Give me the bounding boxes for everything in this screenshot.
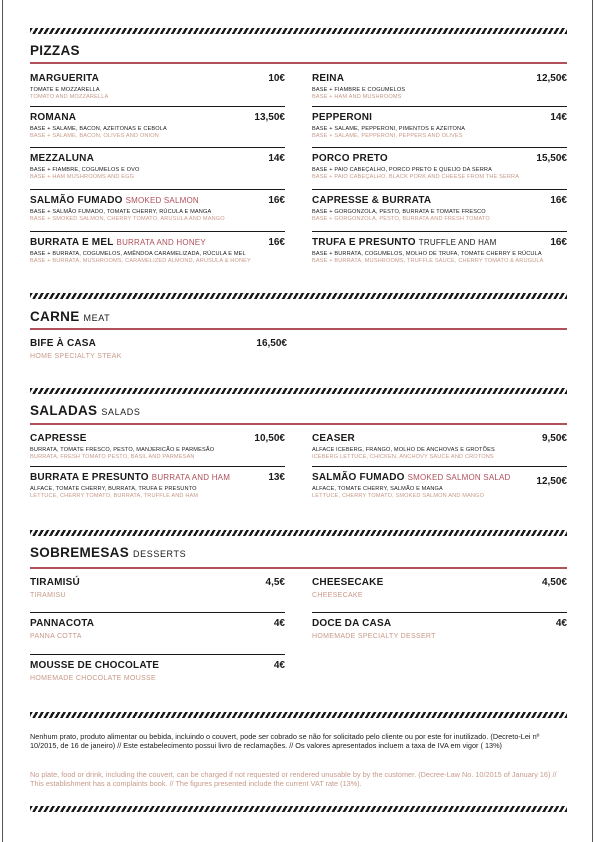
item-price: 13€ [268,472,285,483]
item-name: ROMANA [30,112,77,123]
item-description-en: LETTUCE, CHERRY TOMATO, SMOKED SALMON AND MANGO [312,493,485,499]
section-subtitle: DESSERTS [133,549,187,559]
item-rule [312,189,567,190]
item-price: 4€ [273,660,285,671]
item-description-en: TIRAMISU [30,592,66,599]
item-price: 4,50€ [541,577,567,588]
item-name-en: TRUFFLE AND HAM [418,238,497,247]
item-price: 10,50€ [254,433,285,444]
item-description-pt: BASE + SALAME, BACON, AZEITONAS E CEBOLA [30,126,167,132]
item-description-en: BASE + PAIO CABEÇALHO, BLACK PORK AND CHEESE FROM THE SERRA [312,174,520,180]
item-name: SALMÃO FUMADO SMOKED SALMON [30,195,199,206]
item-description-pt: BASE + SALMÃO FUMADO, TOMATE CHERRY, RÚCULA E MANGA [30,209,212,215]
item-description-en: CHEESECAKE [312,592,363,599]
item-name: MEZZALUNA [30,153,95,164]
item-price: 14€ [268,153,285,164]
item-rule [30,106,285,107]
item-rule [30,189,285,190]
item-name: TRUFA E PRESUNTO TRUFFLE AND HAM [312,237,497,248]
section-underline [30,567,567,569]
section-title-carne: CARNE MEAT [30,309,111,324]
item-price: 12,50€ [536,476,567,487]
item-name-en: BURRATA AND HAM [151,473,231,482]
stripe-divider [30,388,567,394]
item-description-pt: BASE + BURRATA, COGUMELOS, MOLHO DE TRUFA, TOMATE CHERRY E RÚCULA [312,251,542,257]
section-subtitle: SALADS [101,407,141,417]
item-price: 16,50€ [256,338,287,349]
legal-notice-en: No plate, food or drink, including the couvert, can be charged if not requested or rendered unusable by by the customer. (Decree-Law No. 10/2015 of January 16) // This establishment has a complaints book. // The figures presented include the current VAT rate (13%). [30,770,557,789]
item-name: PEPPERONI [312,112,373,123]
item-name: REINA [312,73,345,84]
item-name: CAPRESSE & BURRATA [312,195,432,206]
item-description-en: LETTUCE, CHERRY TOMATO, BURRATA, TRUFFLE AND HAM [30,493,199,499]
item-description-pt: BASE + BURRATA, COGUMELOS, AMÊNDOA CARAMELIZADA, RÚCULA E MEL [30,251,246,257]
item-price: 14€ [550,112,567,123]
section-underline [30,62,567,64]
item-name: PANNACOTA [30,618,95,629]
item-description-pt: BASE + FIAMBRE E COGUMELOS [312,87,406,93]
item-name: CHEESECAKE [312,577,384,588]
item-name: TIRAMISÚ [30,577,80,588]
item-description-pt: BASE + GORGONZOLA, PESTO, BURRATA E TOMATE FRESCO [312,209,486,215]
item-price: 4€ [555,618,567,629]
item-name: BURRATA E MEL BURRATA AND HONEY [30,237,206,248]
item-description-pt: ALFACE ICEBERG, FRANGO, MOLHO DE ANCHOVAS E GROTÕES [312,447,495,453]
stripe-divider [30,293,567,299]
stripe-divider [30,806,567,812]
item-description-en: TOMATO AND MOZZARELLA [30,94,109,100]
item-name: BURRATA E PRESUNTO BURRATA AND HAM [30,472,231,483]
section-title-pizzas: PIZZAS [30,43,80,58]
item-description-en: PANNA COTTA [30,633,82,640]
item-description-en: HOME SPECIALTY STEAK [30,353,122,360]
item-description-pt: BURRATA, TOMATE FRESCO, PESTO, MANJERICÃO E PARMESÃO [30,447,215,453]
section-subtitle: MEAT [83,313,111,323]
item-name: DOCE DA CASA [312,618,392,629]
item-name-en: SMOKED SALMON SALAD [407,473,511,482]
item-description-pt: BASE + SALAME, PEPPERONI, PIMENTOS E AZEITONA [312,126,466,132]
item-price: 13,50€ [254,112,285,123]
item-name: PORCO PRETO [312,153,388,164]
item-price: 4€ [273,618,285,629]
item-name: MARGUERITA [30,73,100,84]
item-price: 12,50€ [536,73,567,84]
stripe-divider [30,28,567,34]
item-rule [312,147,567,148]
item-description-pt: ALFACE, TOMATE CHERRY, BURRATA, TRUFA E PRESUNTO [30,486,197,492]
page-frame-right [592,0,593,842]
item-name: CEASER [312,433,355,444]
item-name: BIFE À CASA [30,338,97,349]
item-description-pt: BASE + FIAMBRE, COGUMELOS E OVO [30,167,140,173]
item-rule [30,654,285,655]
item-description-en: BASE + SALAME, BACON, OLIVES AND ONION [30,133,159,139]
item-description-en: BASE + BURRATA, MUSHROOMS, CARAMELIZED ALMOND, ARUSULA & HONEY [30,258,251,264]
item-price: 9,50€ [541,433,567,444]
item-description-en: BASE + SALAME, PEPPERONI, PEPPERS AND OLIVES [312,133,463,139]
item-price: 15,50€ [536,153,567,164]
item-rule [312,612,567,613]
item-description-en: ICEBERG LETTUCE, CHICKEN, ANCHOVY SAUCE AND CROTONS [312,454,494,460]
section-title-sobremesas: SOBREMESAS DESSERTS [30,545,187,560]
item-description-en: BASE + SMOKED SALMON, CHERRY TOMATO, ARUSULA AND MANGO [30,216,225,222]
item-rule [30,231,285,232]
item-description-en: BASE + GORGONZOLA, PESTO, BURRATA AND FRESH TOMATO [312,216,490,222]
item-description-pt: BASE + PAIO CABEÇALHO, PORCO PRETO E QUEIJO DA SERRA [312,167,492,173]
item-price: 4,5€ [265,577,285,588]
item-description-en: HOMEMADE CHOCOLATE MOUSSE [30,675,156,682]
item-description-en: BURRATA, FRESH TOMATO PESTO, BASIL AND PARMESAN [30,454,195,460]
item-rule [312,231,567,232]
item-description-en: BASE + HAM MUSHROOMS AND EGG [30,174,135,180]
stripe-divider [30,712,567,718]
item-description-en: BASE + HAM AND MUSHROOMS [312,94,402,100]
item-name: SALMÃO FUMADO SMOKED SALMON SALAD [312,472,511,483]
item-name-en: BURRATA AND HONEY [116,238,206,247]
stripe-divider [30,530,567,536]
section-underline [30,328,567,330]
item-name-en: SMOKED SALMON [125,196,199,205]
item-name: CAPRESSE [30,433,87,444]
item-description-pt: TOMATE E MOZZARELLA [30,87,100,93]
section-underline [30,423,567,425]
item-price: 10€ [268,73,285,84]
item-price: 16€ [268,195,285,206]
item-description-en: HOMEMADE SPECIALTY DESSERT [312,633,436,640]
item-description-en: BASE + BURRATA, MUSHROOMS, TRUFFLE SAUCE, CHERRY TOMATO & ARUGULA [312,258,544,264]
item-rule [30,147,285,148]
item-price: 16€ [550,237,567,248]
item-rule [312,466,567,467]
item-rule [30,466,285,467]
page-frame-left [2,0,3,842]
item-rule [312,106,567,107]
item-price: 16€ [268,237,285,248]
item-description-pt: ALFACE, TOMATE CHERRY, SALMÃO E MANGA [312,486,443,492]
item-price: 16€ [550,195,567,206]
item-name: MOUSSE DE CHOCOLATE [30,660,160,671]
legal-notice-pt: Nenhum prato, produto alimentar ou bebida, incluindo o couvert, pode ser cobrado se não for solicitado pelo cliente ou por este for inutilizado. (Decreto-Lei nº 10/2015, de 16 de janeiro) // Este estabelecimento possui livro de reclamações. // Os valores apresentados incluem a taxa de IVA em vigor ( 13%) [30,732,540,751]
item-rule [30,612,285,613]
section-title-saladas: SALADAS SALADS [30,403,141,418]
